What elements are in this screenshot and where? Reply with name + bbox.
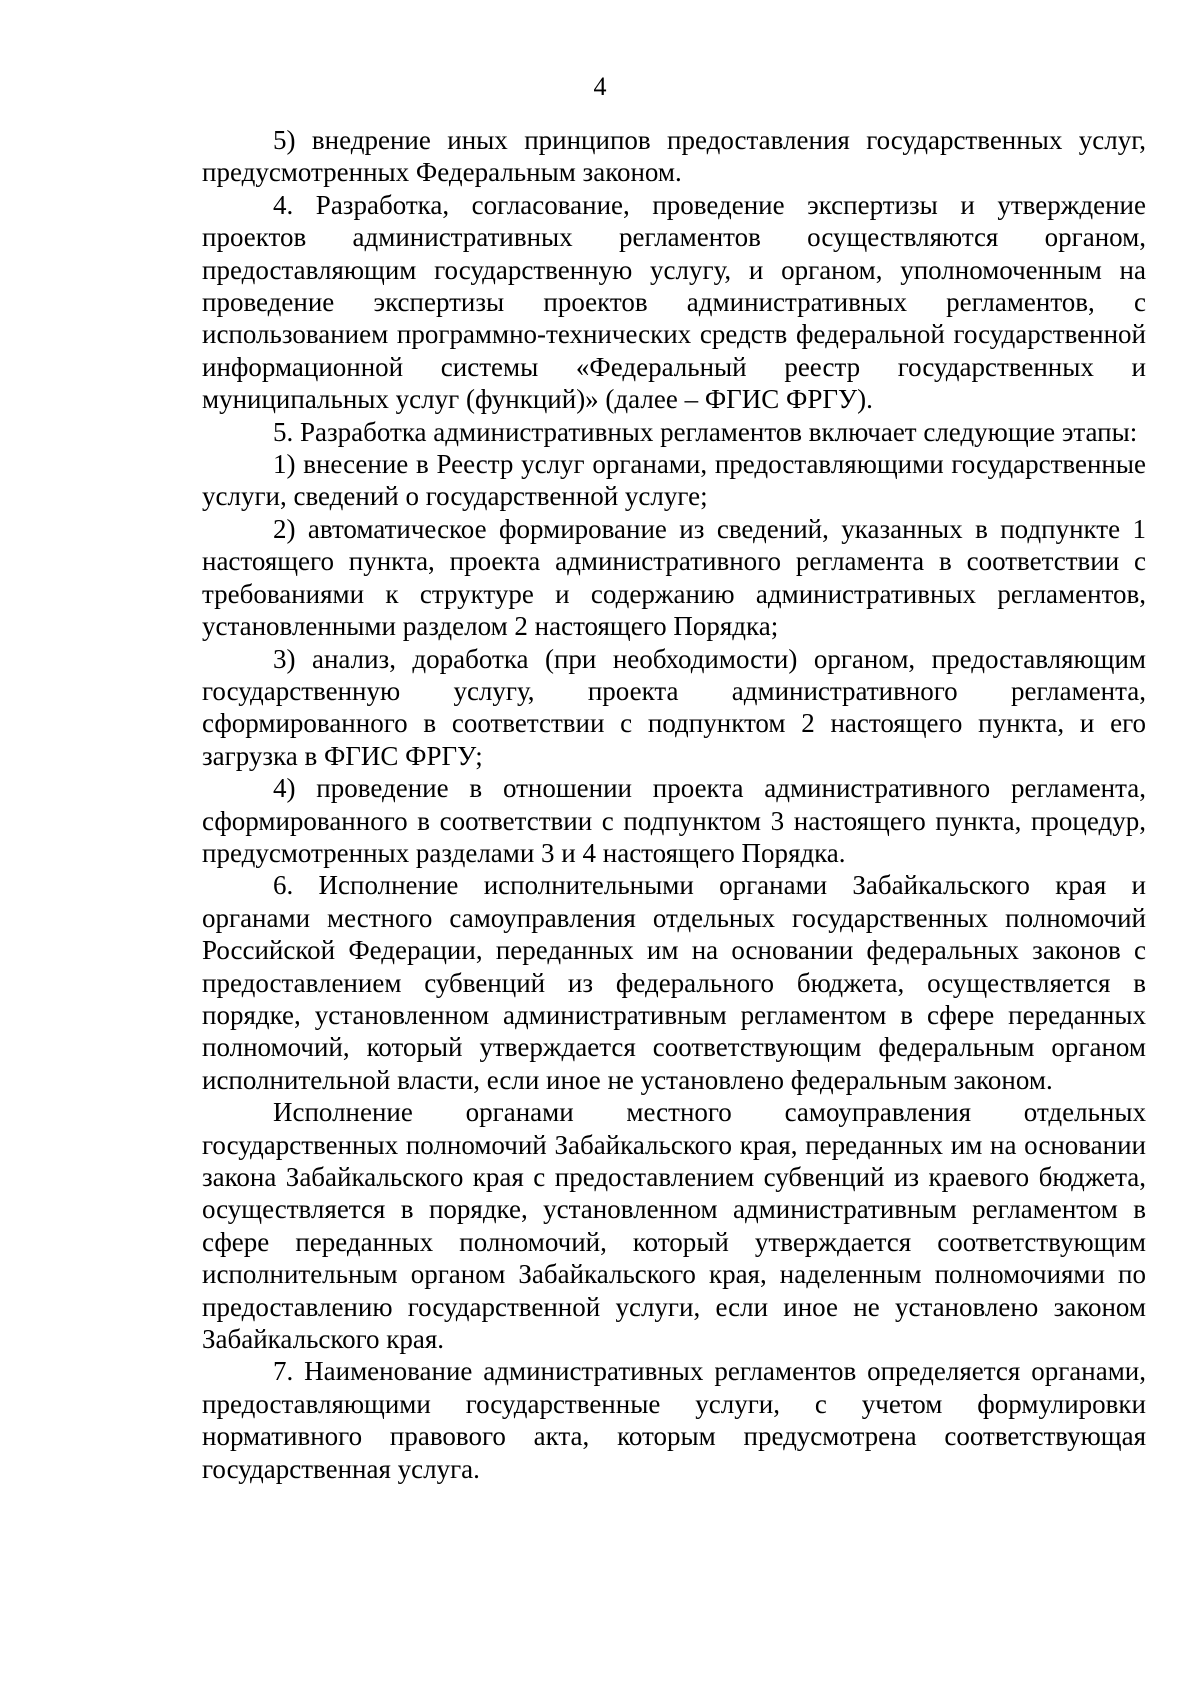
paragraph-4-development: 4. Разработка, согласование, проведение экспертизы и утверждение проектов административных регламентов осуществляются органом, предоставляющим государственную услугу, и органом, уполномоченным на проведение экспертизы проектов административных регламентов, с использованием программно-технических средств федеральной государственной информационной системы «Федеральный реестр государственных и муниципальных услуг (функций)» (далее – ФГИС ФРГУ). — [202, 189, 1146, 415]
paragraph-7-naming: 7. Наименование административных регламентов определяется органами, предоставляющими государственные услуги, с учетом формулировки нормативного правового акта, которым предусмотрена соответствующая государственная услуга. — [202, 1356, 1146, 1484]
paragraph-5-stages: 5. Разработка административных регламентов включает следующие этапы: — [273, 416, 1138, 447]
paragraph-item-5-principles: 5) внедрение иных принципов предоставления государственных услуг, предусмотренных Федеральным законом. — [202, 125, 1146, 188]
paragraph-stage-1: 1) внесение в Реестр услуг органами, предоставляющими государственные услуги, сведений о государственной услуге; — [202, 449, 1146, 512]
page-number: 4 — [593, 72, 607, 101]
paragraph-stage-4: 4) проведение в отношении проекта административного регламента, сформированного в соответствии с подпунктом 3 настоящего пункта, процедур, предусмотренных разделами 3 и 4 настоящего Порядка. — [202, 773, 1146, 868]
paragraph-stage-2: 2) автоматическое формирование из сведений, указанных в подпункте 1 настоящего пункта, проекта административного регламента в соответствии с требованиями к структуре и содержанию административных регламентов, установленными разделом 2 настоящего Порядка; — [202, 513, 1146, 642]
paragraph-6-regional-powers: Исполнение органами местного самоуправления отдельных государственных полномочий Забайкальского края, переданных им на основании закона Забайкальского края с предоставлением субвенций из краевого бюджета, осуществляется в порядке, установленном административным регламентом в сфере переданных полномочий, который утверждается соответствующим исполнительным органом Забайкальского края, наделенным полномочиями по предоставлению государственной услуги, если иное не установлено законом Забайкальского края. — [202, 1097, 1146, 1355]
paragraph-6-federal-powers: 6. Исполнение исполнительными органами Забайкальского края и органами местного самоуправления отдельных государственных полномочий Российской Федерации, переданных им на основании федеральных законов с предоставлением субвенций из федерального бюджета, осуществляется в порядке, установленном административным регламентом в сфере переданных полномочий, который утверждается соответствующим федеральным органом исполнительной власти, если иное не установлено федеральным законом. — [202, 870, 1146, 1095]
paragraph-stage-3: 3) анализ, доработка (при необходимости) органом, предоставляющим государственную услугу, проекта административного регламента, сформированного в соответствии с подпунктом 2 настоящего пункта, и его загрузка в ФГИС ФРГУ; — [202, 643, 1146, 771]
document-body — [202, 124, 1146, 1485]
